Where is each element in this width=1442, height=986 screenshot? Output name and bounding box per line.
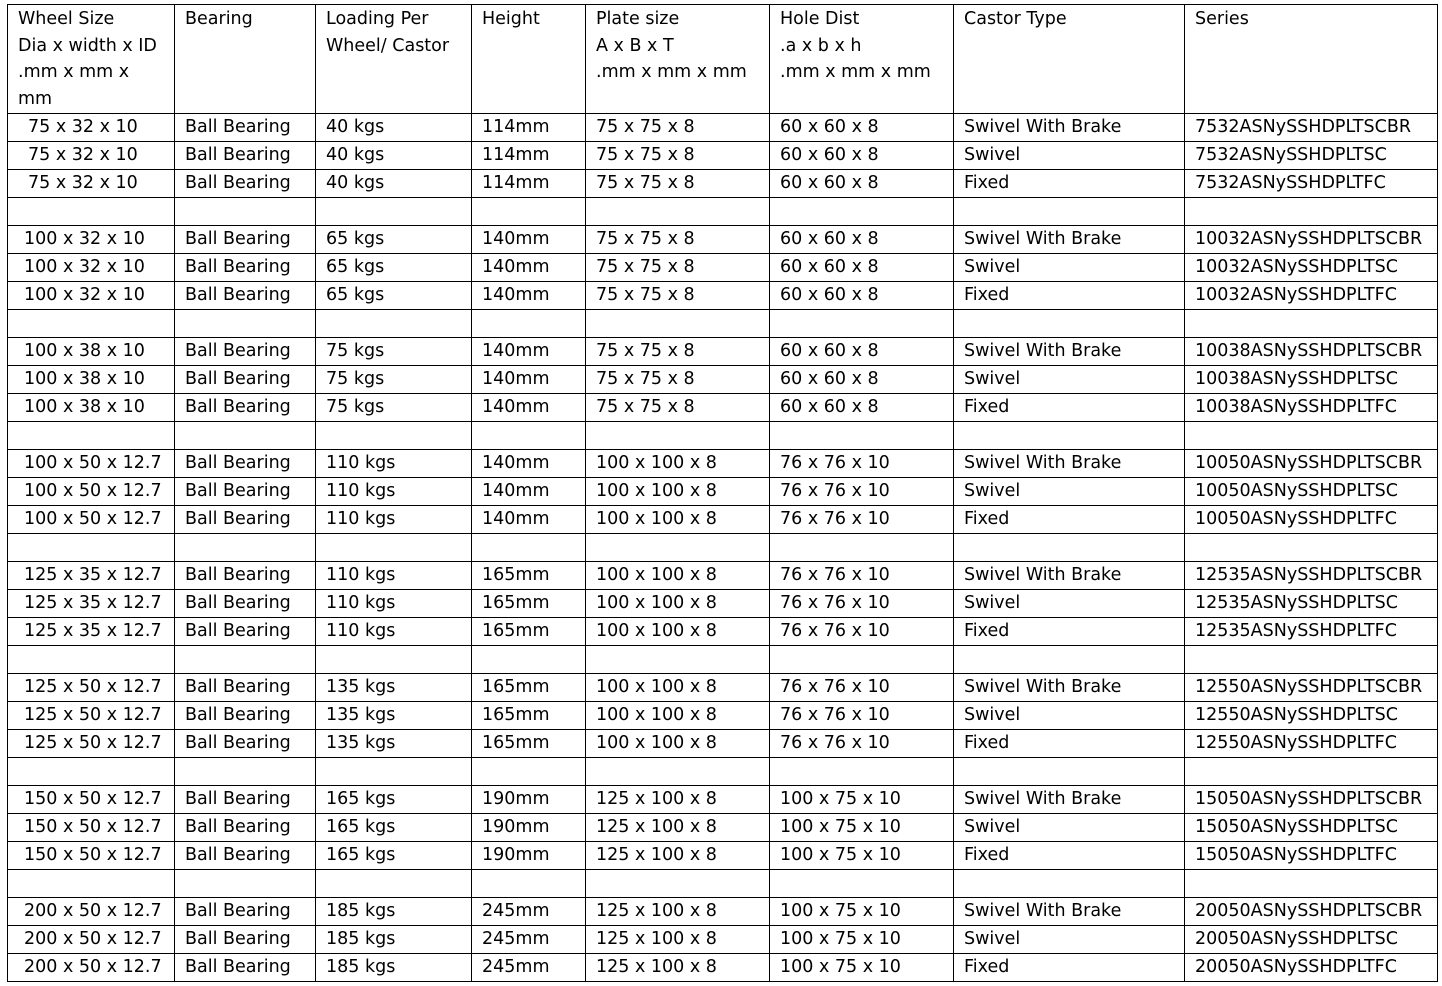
cell-wheel-size: 100 x 50 x 12.7 bbox=[8, 450, 175, 478]
table-row bbox=[8, 282, 1438, 310]
cell-series: 20050ASNySSHDPLTFC bbox=[1185, 954, 1438, 982]
header-plate-size: Plate size A x B x T .mm x mm x mm bbox=[586, 5, 770, 114]
cell-series: 10050ASNySSHDPLTSC bbox=[1185, 478, 1438, 506]
cell-series: 7532ASNySSHDPLTFC bbox=[1185, 170, 1438, 198]
cell-hole-dist: 76 x 76 x 10 bbox=[770, 506, 954, 534]
cell-loading bbox=[316, 870, 472, 898]
cell-wheel-size: 200 x 50 x 12.7 bbox=[8, 926, 175, 954]
cell-wheel-size bbox=[8, 310, 175, 338]
cell-loading: 110 kgs bbox=[316, 618, 472, 646]
cell-castor-type: Swivel With Brake bbox=[954, 786, 1185, 814]
cell-height: 140mm bbox=[472, 478, 586, 506]
cell-loading: 110 kgs bbox=[316, 562, 472, 590]
cell-loading: 65 kgs bbox=[316, 226, 472, 254]
cell-plate-size: 75 x 75 x 8 bbox=[586, 282, 770, 310]
cell-loading: 40 kgs bbox=[316, 142, 472, 170]
spacer-row bbox=[8, 646, 1438, 674]
cell-castor-type: Swivel With Brake bbox=[954, 338, 1185, 366]
cell-loading bbox=[316, 534, 472, 562]
cell-loading: 165 kgs bbox=[316, 786, 472, 814]
cell-loading: 110 kgs bbox=[316, 506, 472, 534]
header-height: Height bbox=[472, 5, 586, 114]
cell-series: 10032ASNySSHDPLTSC bbox=[1185, 254, 1438, 282]
cell-castor-type: Swivel bbox=[954, 478, 1185, 506]
header-castor-type: Castor Type bbox=[954, 5, 1185, 114]
cell-wheel-size: 200 x 50 x 12.7 bbox=[8, 954, 175, 982]
cell-castor-type bbox=[954, 870, 1185, 898]
cell-hole-dist: 100 x 75 x 10 bbox=[770, 786, 954, 814]
cell-plate-size: 100 x 100 x 8 bbox=[586, 450, 770, 478]
cell-hole-dist: 100 x 75 x 10 bbox=[770, 842, 954, 870]
cell-plate-size bbox=[586, 198, 770, 226]
cell-hole-dist: 76 x 76 x 10 bbox=[770, 562, 954, 590]
cell-hole-dist: 60 x 60 x 8 bbox=[770, 114, 954, 142]
cell-height: 165mm bbox=[472, 702, 586, 730]
cell-height bbox=[472, 534, 586, 562]
cell-plate-size: 125 x 100 x 8 bbox=[586, 814, 770, 842]
cell-height: 140mm bbox=[472, 394, 586, 422]
cell-bearing bbox=[175, 870, 316, 898]
table-row bbox=[8, 478, 1438, 506]
cell-plate-size: 75 x 75 x 8 bbox=[586, 254, 770, 282]
cell-castor-type: Fixed bbox=[954, 394, 1185, 422]
cell-bearing: Ball Bearing bbox=[175, 114, 316, 142]
cell-castor-type: Fixed bbox=[954, 506, 1185, 534]
header-series: Series bbox=[1185, 5, 1438, 114]
cell-bearing: Ball Bearing bbox=[175, 730, 316, 758]
cell-wheel-size: 150 x 50 x 12.7 bbox=[8, 842, 175, 870]
cell-castor-type: Fixed bbox=[954, 730, 1185, 758]
cell-wheel-size: 125 x 50 x 12.7 bbox=[8, 674, 175, 702]
cell-bearing: Ball Bearing bbox=[175, 926, 316, 954]
cell-height bbox=[472, 310, 586, 338]
cell-plate-size: 100 x 100 x 8 bbox=[586, 590, 770, 618]
header-bearing: Bearing bbox=[175, 5, 316, 114]
table-row bbox=[8, 366, 1438, 394]
cell-castor-type: Fixed bbox=[954, 954, 1185, 982]
cell-plate-size bbox=[586, 870, 770, 898]
cell-hole-dist: 60 x 60 x 8 bbox=[770, 394, 954, 422]
cell-series: 10038ASNySSHDPLTSC bbox=[1185, 366, 1438, 394]
cell-height: 165mm bbox=[472, 730, 586, 758]
table-row bbox=[8, 674, 1438, 702]
cell-wheel-size: 100 x 38 x 10 bbox=[8, 338, 175, 366]
cell-series bbox=[1185, 870, 1438, 898]
cell-hole-dist: 60 x 60 x 8 bbox=[770, 366, 954, 394]
cell-height bbox=[472, 870, 586, 898]
table-row bbox=[8, 142, 1438, 170]
cell-plate-size: 100 x 100 x 8 bbox=[586, 562, 770, 590]
cell-castor-type: Swivel With Brake bbox=[954, 450, 1185, 478]
cell-bearing bbox=[175, 534, 316, 562]
cell-bearing bbox=[175, 198, 316, 226]
cell-plate-size: 75 x 75 x 8 bbox=[586, 170, 770, 198]
cell-bearing: Ball Bearing bbox=[175, 394, 316, 422]
cell-series: 10050ASNySSHDPLTFC bbox=[1185, 506, 1438, 534]
cell-castor-type bbox=[954, 310, 1185, 338]
cell-bearing: Ball Bearing bbox=[175, 590, 316, 618]
cell-series bbox=[1185, 758, 1438, 786]
cell-series: 10032ASNySSHDPLTSCBR bbox=[1185, 226, 1438, 254]
cell-bearing bbox=[175, 422, 316, 450]
cell-wheel-size: 100 x 38 x 10 bbox=[8, 366, 175, 394]
cell-bearing: Ball Bearing bbox=[175, 254, 316, 282]
header-wheel-size: Wheel Size Dia x width x ID .mm x mm x mm bbox=[8, 5, 175, 114]
cell-wheel-size: 100 x 38 x 10 bbox=[8, 394, 175, 422]
cell-loading: 65 kgs bbox=[316, 282, 472, 310]
cell-hole-dist: 76 x 76 x 10 bbox=[770, 590, 954, 618]
table-row bbox=[8, 254, 1438, 282]
cell-series: 10038ASNySSHDPLTSCBR bbox=[1185, 338, 1438, 366]
cell-hole-dist bbox=[770, 534, 954, 562]
cell-castor-type bbox=[954, 534, 1185, 562]
cell-castor-type: Swivel bbox=[954, 590, 1185, 618]
cell-castor-type: Fixed bbox=[954, 282, 1185, 310]
header-hole-dist: Hole Dist .a x b x h .mm x mm x mm bbox=[770, 5, 954, 114]
table-row bbox=[8, 114, 1438, 142]
cell-wheel-size: 200 x 50 x 12.7 bbox=[8, 898, 175, 926]
cell-wheel-size bbox=[8, 758, 175, 786]
table-row bbox=[8, 954, 1438, 982]
cell-bearing: Ball Bearing bbox=[175, 366, 316, 394]
cell-wheel-size: 100 x 50 x 12.7 bbox=[8, 506, 175, 534]
cell-castor-type: Swivel bbox=[954, 254, 1185, 282]
cell-series bbox=[1185, 198, 1438, 226]
cell-height: 245mm bbox=[472, 898, 586, 926]
cell-loading: 165 kgs bbox=[316, 814, 472, 842]
cell-bearing: Ball Bearing bbox=[175, 786, 316, 814]
cell-loading: 75 kgs bbox=[316, 366, 472, 394]
cell-wheel-size: 125 x 50 x 12.7 bbox=[8, 702, 175, 730]
cell-plate-size: 100 x 100 x 8 bbox=[586, 618, 770, 646]
cell-hole-dist bbox=[770, 870, 954, 898]
cell-loading: 110 kgs bbox=[316, 450, 472, 478]
cell-height: 165mm bbox=[472, 618, 586, 646]
cell-hole-dist: 76 x 76 x 10 bbox=[770, 618, 954, 646]
cell-bearing: Ball Bearing bbox=[175, 338, 316, 366]
cell-hole-dist: 60 x 60 x 8 bbox=[770, 142, 954, 170]
cell-bearing: Ball Bearing bbox=[175, 170, 316, 198]
cell-wheel-size: 75 x 32 x 10 bbox=[8, 170, 175, 198]
cell-series: 10032ASNySSHDPLTFC bbox=[1185, 282, 1438, 310]
cell-height: 165mm bbox=[472, 674, 586, 702]
cell-wheel-size bbox=[8, 198, 175, 226]
cell-plate-size bbox=[586, 534, 770, 562]
cell-height: 140mm bbox=[472, 254, 586, 282]
cell-loading: 40 kgs bbox=[316, 114, 472, 142]
cell-hole-dist bbox=[770, 422, 954, 450]
cell-hole-dist: 60 x 60 x 8 bbox=[770, 338, 954, 366]
cell-hole-dist: 60 x 60 x 8 bbox=[770, 282, 954, 310]
cell-height: 190mm bbox=[472, 786, 586, 814]
cell-loading: 135 kgs bbox=[316, 730, 472, 758]
cell-hole-dist: 76 x 76 x 10 bbox=[770, 450, 954, 478]
cell-bearing: Ball Bearing bbox=[175, 142, 316, 170]
cell-bearing bbox=[175, 758, 316, 786]
cell-plate-size: 100 x 100 x 8 bbox=[586, 506, 770, 534]
cell-hole-dist: 76 x 76 x 10 bbox=[770, 702, 954, 730]
cell-plate-size: 125 x 100 x 8 bbox=[586, 926, 770, 954]
cell-loading: 185 kgs bbox=[316, 926, 472, 954]
cell-height: 165mm bbox=[472, 590, 586, 618]
cell-bearing: Ball Bearing bbox=[175, 282, 316, 310]
cell-castor-type: Fixed bbox=[954, 170, 1185, 198]
cell-series: 10050ASNySSHDPLTSCBR bbox=[1185, 450, 1438, 478]
cell-loading: 65 kgs bbox=[316, 254, 472, 282]
cell-wheel-size: 100 x 32 x 10 bbox=[8, 226, 175, 254]
cell-bearing: Ball Bearing bbox=[175, 898, 316, 926]
cell-series bbox=[1185, 534, 1438, 562]
cell-loading: 110 kgs bbox=[316, 590, 472, 618]
cell-bearing: Ball Bearing bbox=[175, 674, 316, 702]
cell-plate-size: 100 x 100 x 8 bbox=[586, 702, 770, 730]
table-row bbox=[8, 562, 1438, 590]
cell-height: 114mm bbox=[472, 142, 586, 170]
cell-hole-dist: 60 x 60 x 8 bbox=[770, 170, 954, 198]
cell-bearing bbox=[175, 646, 316, 674]
cell-plate-size: 100 x 100 x 8 bbox=[586, 478, 770, 506]
cell-plate-size: 75 x 75 x 8 bbox=[586, 338, 770, 366]
cell-castor-type: Swivel With Brake bbox=[954, 226, 1185, 254]
cell-hole-dist: 100 x 75 x 10 bbox=[770, 926, 954, 954]
table-row bbox=[8, 842, 1438, 870]
cell-wheel-size bbox=[8, 646, 175, 674]
cell-castor-type: Swivel bbox=[954, 926, 1185, 954]
cell-height bbox=[472, 646, 586, 674]
cell-plate-size: 100 x 100 x 8 bbox=[586, 674, 770, 702]
cell-series: 7532ASNySSHDPLTSCBR bbox=[1185, 114, 1438, 142]
table-row bbox=[8, 590, 1438, 618]
cell-wheel-size bbox=[8, 870, 175, 898]
cell-hole-dist bbox=[770, 310, 954, 338]
cell-plate-size bbox=[586, 310, 770, 338]
cell-castor-type: Swivel With Brake bbox=[954, 674, 1185, 702]
cell-height: 140mm bbox=[472, 282, 586, 310]
cell-plate-size: 75 x 75 x 8 bbox=[586, 114, 770, 142]
cell-height: 245mm bbox=[472, 954, 586, 982]
table-row bbox=[8, 730, 1438, 758]
cell-series bbox=[1185, 646, 1438, 674]
table-row bbox=[8, 786, 1438, 814]
cell-hole-dist: 60 x 60 x 8 bbox=[770, 254, 954, 282]
cell-height bbox=[472, 422, 586, 450]
cell-height bbox=[472, 758, 586, 786]
cell-series: 15050ASNySSHDPLTSCBR bbox=[1185, 786, 1438, 814]
table-row bbox=[8, 170, 1438, 198]
cell-wheel-size: 125 x 35 x 12.7 bbox=[8, 590, 175, 618]
cell-wheel-size: 75 x 32 x 10 bbox=[8, 142, 175, 170]
cell-plate-size bbox=[586, 646, 770, 674]
cell-wheel-size: 100 x 32 x 10 bbox=[8, 282, 175, 310]
table-row bbox=[8, 394, 1438, 422]
cell-wheel-size bbox=[8, 422, 175, 450]
cell-series: 12550ASNySSHDPLTFC bbox=[1185, 730, 1438, 758]
cell-plate-size: 125 x 100 x 8 bbox=[586, 898, 770, 926]
cell-hole-dist: 100 x 75 x 10 bbox=[770, 954, 954, 982]
cell-plate-size: 125 x 100 x 8 bbox=[586, 786, 770, 814]
cell-height: 190mm bbox=[472, 814, 586, 842]
cell-plate-size: 75 x 75 x 8 bbox=[586, 226, 770, 254]
cell-castor-type: Swivel bbox=[954, 366, 1185, 394]
cell-loading: 40 kgs bbox=[316, 170, 472, 198]
header-loading: Loading Per Wheel/ Castor bbox=[316, 5, 472, 114]
table-row bbox=[8, 926, 1438, 954]
cell-wheel-size: 75 x 32 x 10 bbox=[8, 114, 175, 142]
cell-loading: 185 kgs bbox=[316, 898, 472, 926]
cell-plate-size: 75 x 75 x 8 bbox=[586, 394, 770, 422]
cell-hole-dist: 100 x 75 x 10 bbox=[770, 898, 954, 926]
cell-series: 12550ASNySSHDPLTSC bbox=[1185, 702, 1438, 730]
cell-hole-dist: 100 x 75 x 10 bbox=[770, 814, 954, 842]
cell-bearing: Ball Bearing bbox=[175, 226, 316, 254]
cell-wheel-size: 150 x 50 x 12.7 bbox=[8, 814, 175, 842]
cell-castor-type: Swivel With Brake bbox=[954, 562, 1185, 590]
cell-bearing: Ball Bearing bbox=[175, 842, 316, 870]
cell-bearing: Ball Bearing bbox=[175, 954, 316, 982]
cell-castor-type: Swivel bbox=[954, 814, 1185, 842]
spacer-row bbox=[8, 422, 1438, 450]
table-row bbox=[8, 814, 1438, 842]
cell-height bbox=[472, 198, 586, 226]
table-row bbox=[8, 450, 1438, 478]
table-row bbox=[8, 702, 1438, 730]
cell-hole-dist bbox=[770, 198, 954, 226]
cell-plate-size: 125 x 100 x 8 bbox=[586, 954, 770, 982]
cell-loading: 75 kgs bbox=[316, 338, 472, 366]
cell-loading: 135 kgs bbox=[316, 702, 472, 730]
cell-wheel-size: 125 x 35 x 12.7 bbox=[8, 562, 175, 590]
cell-castor-type: Swivel bbox=[954, 142, 1185, 170]
cell-series: 12535ASNySSHDPLTSCBR bbox=[1185, 562, 1438, 590]
cell-castor-type bbox=[954, 198, 1185, 226]
spacer-row bbox=[8, 870, 1438, 898]
cell-loading bbox=[316, 198, 472, 226]
cell-loading: 165 kgs bbox=[316, 842, 472, 870]
cell-height: 190mm bbox=[472, 842, 586, 870]
cell-height: 140mm bbox=[472, 506, 586, 534]
cell-bearing: Ball Bearing bbox=[175, 814, 316, 842]
table-row bbox=[8, 338, 1438, 366]
cell-castor-type bbox=[954, 646, 1185, 674]
cell-series: 15050ASNySSHDPLTFC bbox=[1185, 842, 1438, 870]
cell-hole-dist: 76 x 76 x 10 bbox=[770, 730, 954, 758]
cell-series bbox=[1185, 310, 1438, 338]
castor-spec-table bbox=[7, 4, 1438, 982]
cell-loading bbox=[316, 758, 472, 786]
cell-plate-size: 75 x 75 x 8 bbox=[586, 366, 770, 394]
cell-bearing: Ball Bearing bbox=[175, 562, 316, 590]
cell-castor-type bbox=[954, 758, 1185, 786]
cell-wheel-size: 125 x 50 x 12.7 bbox=[8, 730, 175, 758]
cell-series: 12535ASNySSHDPLTFC bbox=[1185, 618, 1438, 646]
cell-hole-dist bbox=[770, 646, 954, 674]
cell-plate-size: 75 x 75 x 8 bbox=[586, 142, 770, 170]
table-row bbox=[8, 898, 1438, 926]
cell-castor-type: Swivel With Brake bbox=[954, 114, 1185, 142]
cell-bearing: Ball Bearing bbox=[175, 702, 316, 730]
cell-castor-type: Swivel bbox=[954, 702, 1185, 730]
spacer-row bbox=[8, 310, 1438, 338]
table-header-row bbox=[8, 5, 1438, 114]
cell-hole-dist: 76 x 76 x 10 bbox=[770, 674, 954, 702]
cell-height: 114mm bbox=[472, 114, 586, 142]
cell-plate-size bbox=[586, 422, 770, 450]
cell-series bbox=[1185, 422, 1438, 450]
cell-loading bbox=[316, 422, 472, 450]
cell-height: 140mm bbox=[472, 366, 586, 394]
spacer-row bbox=[8, 534, 1438, 562]
cell-series: 20050ASNySSHDPLTSC bbox=[1185, 926, 1438, 954]
cell-wheel-size: 100 x 32 x 10 bbox=[8, 254, 175, 282]
cell-bearing: Ball Bearing bbox=[175, 618, 316, 646]
table-row bbox=[8, 226, 1438, 254]
cell-series: 10038ASNySSHDPLTFC bbox=[1185, 394, 1438, 422]
spacer-row bbox=[8, 198, 1438, 226]
cell-height: 140mm bbox=[472, 450, 586, 478]
cell-hole-dist: 60 x 60 x 8 bbox=[770, 226, 954, 254]
cell-loading: 75 kgs bbox=[316, 394, 472, 422]
cell-height: 114mm bbox=[472, 170, 586, 198]
cell-plate-size: 100 x 100 x 8 bbox=[586, 730, 770, 758]
cell-series: 20050ASNySSHDPLTSCBR bbox=[1185, 898, 1438, 926]
cell-series: 7532ASNySSHDPLTSC bbox=[1185, 142, 1438, 170]
cell-series: 15050ASNySSHDPLTSC bbox=[1185, 814, 1438, 842]
cell-loading: 185 kgs bbox=[316, 954, 472, 982]
cell-wheel-size: 125 x 35 x 12.7 bbox=[8, 618, 175, 646]
cell-wheel-size: 100 x 50 x 12.7 bbox=[8, 478, 175, 506]
cell-loading: 135 kgs bbox=[316, 674, 472, 702]
cell-bearing: Ball Bearing bbox=[175, 478, 316, 506]
cell-series: 12550ASNySSHDPLTSCBR bbox=[1185, 674, 1438, 702]
cell-castor-type: Fixed bbox=[954, 618, 1185, 646]
cell-height: 165mm bbox=[472, 562, 586, 590]
cell-hole-dist bbox=[770, 758, 954, 786]
cell-bearing bbox=[175, 310, 316, 338]
cell-loading: 110 kgs bbox=[316, 478, 472, 506]
cell-plate-size bbox=[586, 758, 770, 786]
cell-hole-dist: 76 x 76 x 10 bbox=[770, 478, 954, 506]
table-row bbox=[8, 506, 1438, 534]
cell-height: 140mm bbox=[472, 226, 586, 254]
cell-wheel-size bbox=[8, 534, 175, 562]
cell-height: 140mm bbox=[472, 338, 586, 366]
spacer-row bbox=[8, 758, 1438, 786]
table-row bbox=[8, 618, 1438, 646]
cell-wheel-size: 150 x 50 x 12.7 bbox=[8, 786, 175, 814]
cell-plate-size: 125 x 100 x 8 bbox=[586, 842, 770, 870]
cell-series: 12535ASNySSHDPLTSC bbox=[1185, 590, 1438, 618]
cell-loading bbox=[316, 646, 472, 674]
cell-bearing: Ball Bearing bbox=[175, 506, 316, 534]
cell-castor-type bbox=[954, 422, 1185, 450]
cell-castor-type: Swivel With Brake bbox=[954, 898, 1185, 926]
cell-loading bbox=[316, 310, 472, 338]
cell-castor-type: Fixed bbox=[954, 842, 1185, 870]
cell-height: 245mm bbox=[472, 926, 586, 954]
cell-bearing: Ball Bearing bbox=[175, 450, 316, 478]
